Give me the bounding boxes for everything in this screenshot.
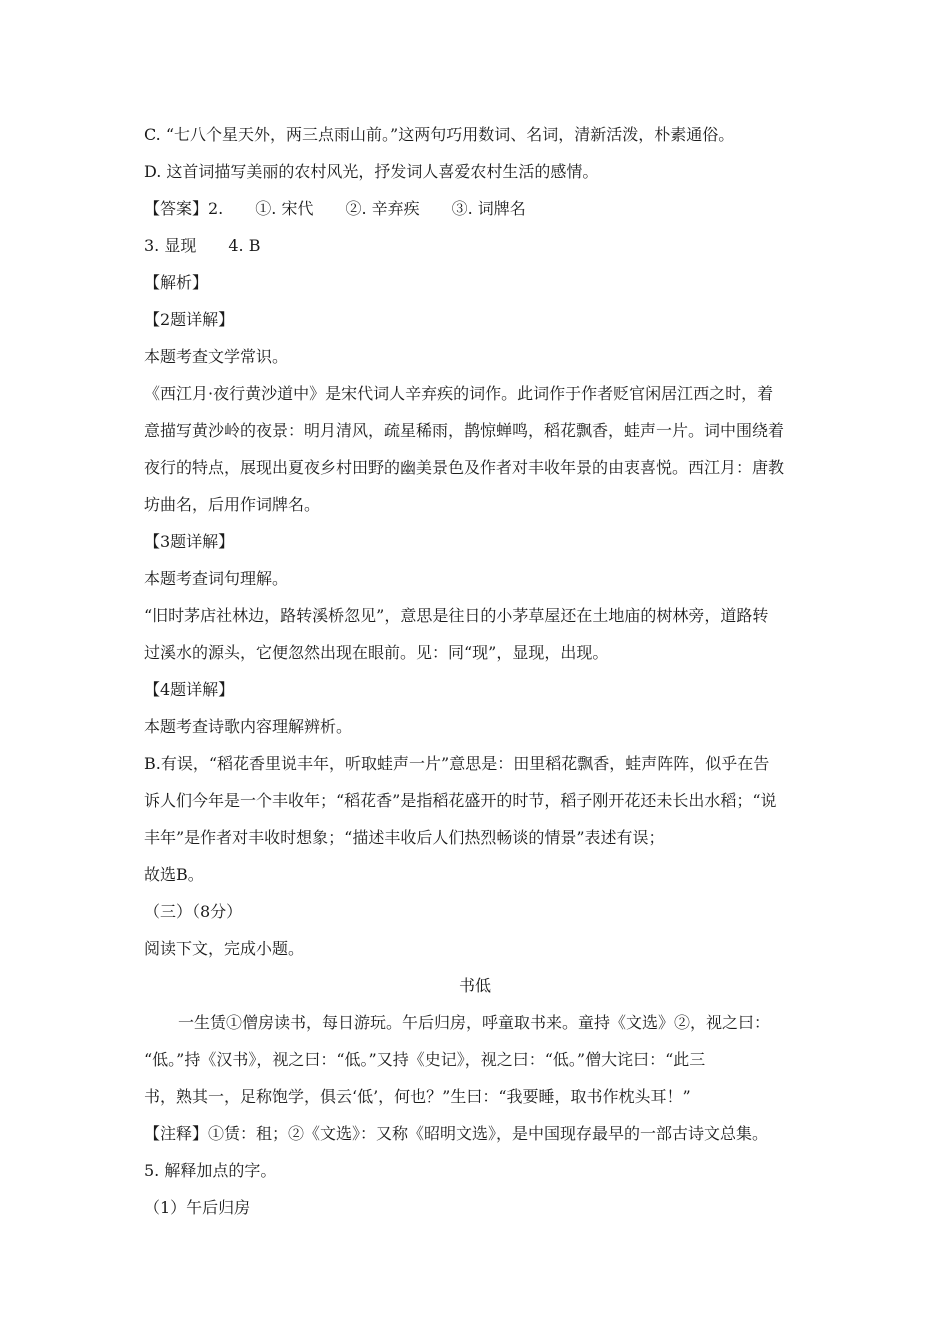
q4-text-line: 诉人们今年是一个丰收年；“稻花香”是指稻花盛开的时节，稻子刚开花还未长出水稻；“说 [144, 791, 777, 810]
q4-heading: 【4题详解】 [144, 680, 235, 699]
reading-instruction: 阅读下文，完成小题。 [144, 939, 305, 958]
analysis-heading: 【解析】 [144, 273, 209, 292]
q2-text-line: 夜行的特点，展现出夏夜乡村田野的幽美景色及作者对丰收年景的由衷喜悦。西江月：唐教 [144, 458, 785, 477]
passage-line: “低。”持《汉书》，视之曰：“低。”又持《史记》，视之曰：“低。”僧大诧曰：“此三 [144, 1050, 706, 1069]
q3-topic: 本题考查词句理解。 [144, 569, 289, 588]
passage-title: 书低 [458, 976, 491, 995]
annotation-line: 【注释】①赁：租；②《文选》：又称《昭明文选》，是中国现存最早的一部古诗文总集。 [144, 1124, 769, 1143]
q2-text-line: 意描写黄沙岭的夜景：明月清风，疏星稀雨，鹊惊蝉鸣，稻花飘香，蛙声一片。词中围绕着 [144, 421, 785, 440]
q4-text-line: 丰年”是作者对丰收时想象；“描述丰收后人们热烈畅谈的情景”表述有误； [144, 828, 665, 847]
passage-line: 一生赁①僧房读书，每日游玩。午后归房，呼童取书来。童持《文选》②，视之曰： [178, 1013, 771, 1032]
option-d: D. 这首词描写美丽的农村风光，抒发词人喜爱农村生活的感情。 [144, 162, 599, 181]
question-5-item-1: （1）午后归房 [144, 1198, 251, 1217]
q4-topic: 本题考查诗歌内容理解辨析。 [144, 717, 353, 736]
q2-text-line: 《西江月·夜行黄沙道中》是宋代词人辛弃疾的词作。此词作于作者贬官闲居江西之时，着 [144, 384, 774, 403]
section-heading: （三）（8分） [144, 902, 243, 921]
q4-conclusion: 故选B。 [144, 865, 204, 884]
question-5: 5. 解释加点的字。 [144, 1161, 277, 1180]
q2-topic: 本题考查文学常识。 [144, 347, 289, 366]
answer-line: 【答案】2. ①. 宋代 ②. 辛弃疾 ③. 词牌名 [144, 199, 526, 218]
option-c: C. “七八个星天外，两三点雨山前。”这两句巧用数词、名词，清新活泼，朴素通俗。 [144, 125, 735, 144]
q3-text-line: 过溪水的源头，它便忽然出现在眼前。见：同“现”，显现，出现。 [144, 643, 609, 662]
q3-text-line: “旧时茅店社林边，路转溪桥忽见”，意思是往日的小茅草屋还在土地庙的树林旁，道路转 [144, 606, 769, 625]
q3-heading: 【3题详解】 [144, 532, 235, 551]
q2-text-line: 坊曲名，后用作词牌名。 [144, 495, 321, 514]
passage-line: 书，熟其一，足称饱学，俱云‘低’，何也？”生曰：“我要睡，取书作枕头耳！” [144, 1087, 691, 1106]
answer-line-2: 3. 显现 4. B [144, 236, 261, 255]
q4-text-line: B.有误，“稻花香里说丰年，听取蛙声一片”意思是：田里稻花飘香，蛙声阵阵，似乎在告 [144, 754, 770, 773]
q2-heading: 【2题详解】 [144, 310, 235, 329]
